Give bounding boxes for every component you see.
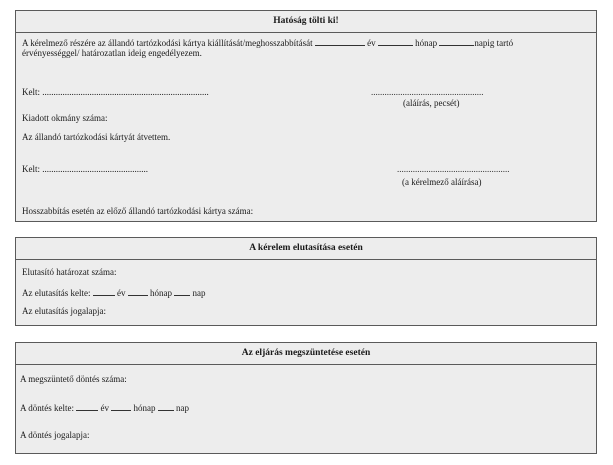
rejection-section bbox=[15, 237, 597, 326]
validity-line: érvényességgel/ határozatlan ideig engedélyezem. bbox=[22, 48, 202, 58]
authority-section bbox=[15, 10, 597, 222]
termination-month-label: hónap bbox=[133, 403, 156, 413]
month-label: hónap bbox=[415, 38, 438, 48]
date-field-2[interactable]: Kelt: ............................................... bbox=[22, 164, 148, 174]
rejection-date-line bbox=[22, 287, 205, 299]
previous-card-number: Hosszabbítás esetén az előző állandó tartózkodási kártya száma: bbox=[22, 206, 254, 216]
signature-label-1: (aláírás, pecsét) bbox=[403, 98, 460, 108]
issued-document-number: Kiadott okmány száma: bbox=[22, 113, 108, 123]
rejection-year-label: év bbox=[116, 288, 126, 298]
termination-day-label: nap bbox=[176, 403, 189, 413]
signature-line-1[interactable]: .................................................. bbox=[371, 87, 484, 97]
rejection-month-label: hónap bbox=[149, 288, 172, 298]
date-field-1[interactable]: Kelt: .......................................................................... bbox=[22, 87, 209, 97]
termination-section-title: Az eljárás megszüntetése esetén bbox=[16, 343, 596, 365]
termination-date-label: A döntés kelte: bbox=[20, 403, 74, 413]
termination-legal-basis: A döntés jogalapja: bbox=[20, 430, 90, 440]
rejection-month-blank[interactable] bbox=[128, 287, 148, 296]
rejection-year-blank[interactable] bbox=[93, 287, 115, 296]
day-blank[interactable] bbox=[439, 37, 474, 46]
year-blank[interactable] bbox=[315, 37, 365, 46]
signature-label-2: (a kérelmező aláírása) bbox=[402, 177, 482, 187]
rejection-section-title: A kérelem elutasítása esetén bbox=[16, 238, 596, 260]
termination-date-line bbox=[20, 402, 189, 414]
month-blank[interactable] bbox=[378, 37, 413, 46]
until-label: napig tartó bbox=[474, 38, 514, 48]
termination-section bbox=[15, 342, 597, 454]
received-card-statement: Az állandó tartózkodási kártyát átvettem. bbox=[22, 132, 171, 142]
rejection-legal-basis: Az elutasítás jogalapja: bbox=[22, 306, 106, 316]
termination-day-blank[interactable] bbox=[158, 402, 174, 411]
rejection-day-label: nap bbox=[192, 288, 206, 298]
year-label: év bbox=[367, 38, 376, 48]
termination-year-label: év bbox=[100, 403, 109, 413]
signature-line-2[interactable]: .................................................. bbox=[397, 164, 510, 174]
termination-month-blank[interactable] bbox=[111, 402, 131, 411]
authority-section-title: Hatóság tölti ki! bbox=[16, 11, 596, 33]
rejection-decision-number: Elutasító határozat száma: bbox=[22, 267, 117, 277]
termination-year-blank[interactable] bbox=[76, 402, 98, 411]
termination-decision-number: A megszüntető döntés száma: bbox=[20, 374, 127, 384]
rejection-date-label: Az elutasítás kelte: bbox=[22, 288, 91, 298]
rejection-day-blank[interactable] bbox=[174, 287, 190, 296]
approval-text: A kérelmező részére az állandó tartózkodási kártya kiállítását/meghosszabbítását bbox=[22, 38, 313, 48]
